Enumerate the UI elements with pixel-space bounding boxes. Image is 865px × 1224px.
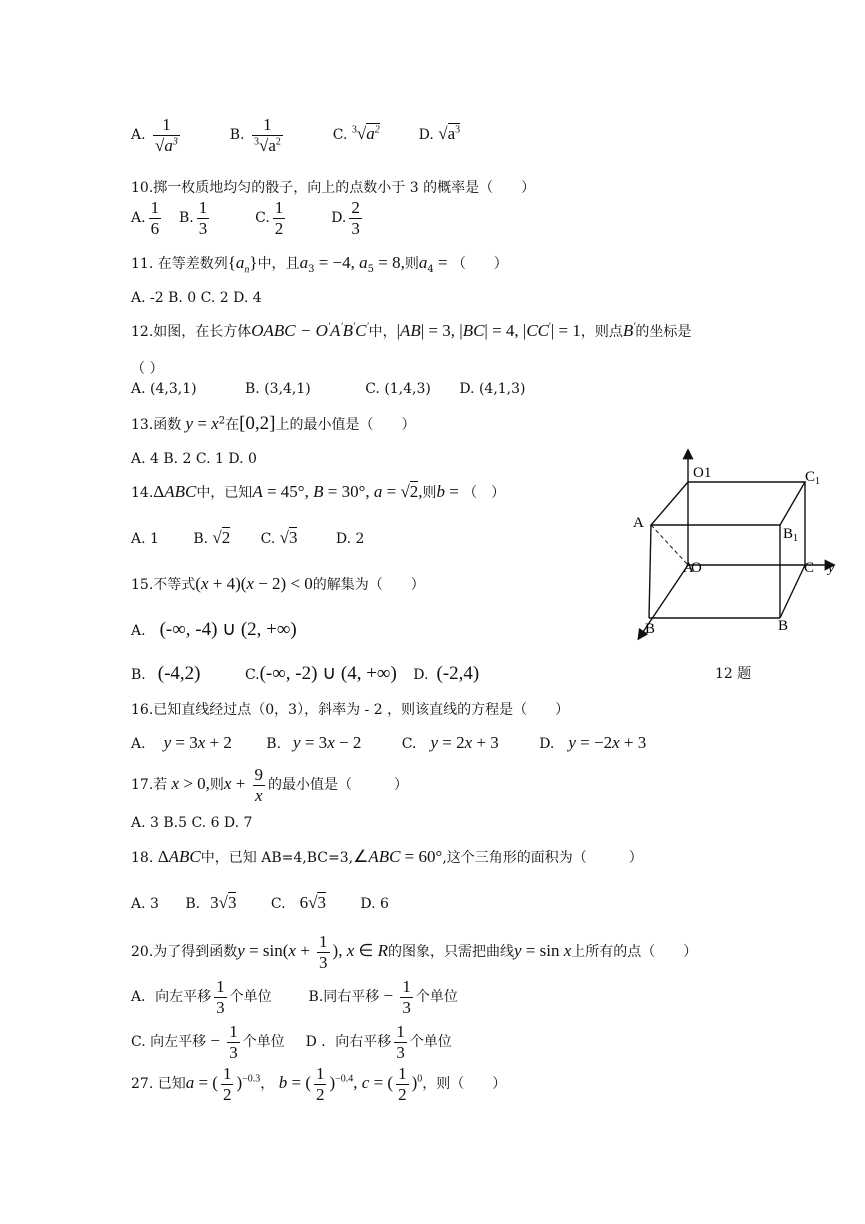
q13-stem: 13.函数 $y = x^2$在[0,2]上的最小值是（ ）	[131, 413, 416, 434]
q14-stem: 14.ΔABC中，已知A = 45°, B = 30°, a = √2,则b = （ ）	[131, 482, 506, 501]
label-ao: A	[683, 560, 694, 576]
q9-option-c-expr: $^3√a^2$	[351, 124, 380, 144]
q9-option-a-fraction: $\frac{1}{√a^3}$	[155, 115, 178, 155]
q10-options: A. $\frac{1}{6}$ B. $\frac{1}{3}$ C. $\frac{1}{2}$ D. $\frac{2}{3}$	[131, 198, 360, 238]
q15-options-bcd: B. (-4,2) C.(-∞, -2) ∪ (4, +∞) D. (-2,4)	[131, 663, 480, 684]
label-y: y	[828, 561, 835, 576]
q14-options: A. 1 B. √2 C. √3 D. 2	[131, 528, 365, 547]
q13-options: A. 4 B. 2 C. 1 D. 0	[131, 451, 257, 467]
label-o1: O1	[693, 465, 712, 481]
label-b1: $B_1$	[783, 526, 799, 544]
q15-stem: 15.不等式(x + 4)(x − 2) < 0的解集为（ ）	[131, 574, 425, 593]
figure-caption: 12 题	[715, 666, 752, 682]
vertical-a	[649, 525, 651, 618]
label-b-origin: B	[645, 621, 656, 637]
label-c1: $C_1$	[805, 469, 821, 487]
q9-option-d-label: D.	[418, 127, 434, 144]
q27-stem: 27. 已知a = ( $\frac{1}{2}$ )$^{-0.3}$， b = ( $\frac{1}{2}$ )$^{-0.4}$, c = ( $\frac{1}{2}$ )$^0$，则（ ）	[131, 1064, 507, 1104]
q20-stem: 20.为了得到函数y = sin(x + $\frac{1}{3}$ ), x ∈ R的图象，只需把曲线y = sin x上所有的点（ ）	[131, 932, 698, 972]
q9-option-b-fraction: $\frac{1}{^3√a^2}$	[253, 115, 281, 155]
q9-option-a-label: A.	[131, 127, 146, 144]
q9-option-d-expr: $√a^3$	[438, 124, 461, 144]
q17-options: A. 3 B.5 C. 6 D. 7	[131, 815, 253, 831]
q16-options: A. y = 3x + 2 B. y = 3x − 2 C. y = 2x + 3 D. y = −2x + 3	[131, 733, 647, 752]
label-b: B	[778, 618, 789, 634]
q12-paren: （ ）	[131, 361, 164, 377]
cuboid-figure	[625, 445, 855, 655]
q12-stem: 12.如图，在长方体OABC − O'A'B'C'中，|AB| = 3, |BC| = 4, |CC'| = 1，则点B'的坐标是	[131, 321, 692, 340]
bottom-edge-bc	[780, 565, 805, 618]
q9-options	[131, 115, 460, 155]
q9-option-c-label: C.	[332, 127, 348, 144]
q18-options: A. 3 B. 3√3 C. 6√3 D. 6	[131, 893, 389, 912]
q11-stem: 11. 在等差数列$\{a_n\}$中，且$a_3 = -4$, $a_5 = 8$,则$a_4$ = （ ）	[131, 253, 508, 276]
q15-option-a: A. (-∞, -4) ∪ (2, +∞)	[131, 619, 297, 640]
q18-stem: 18. ΔABC中，已知 AB=4,BC=3,∠ABC = 60°,这个三角形的面积为（ ）	[131, 847, 643, 866]
label-o: O	[691, 560, 702, 576]
q11-options: A. -2 B. 0 C. 2 D. 4	[131, 290, 262, 306]
q12-options: A. (4,3,1) B. (3,4,1) C. (1,4,3) D. (4,1,3)	[131, 381, 526, 397]
q16-stem: 16.已知直线经过点（0，3），斜率为 - 2 ，则该直线的方程是（ ）	[131, 702, 570, 718]
q10-stem: 10.掷一枚质地均匀的骰子，向上的点数小于 3 的概率是（ ）	[131, 180, 536, 196]
dashed-a-o	[651, 525, 688, 565]
q20-options-cd: C. 向左平移 − $\frac{1}{3}$ 个单位 D ．向右平移 $\frac{1}{3}$ 个单位	[131, 1022, 452, 1062]
q9-option-b-label: B.	[229, 127, 245, 144]
label-c: C	[804, 560, 815, 576]
top-face	[651, 482, 805, 525]
q17-stem: 17.若 x > 0,则x + $\frac{9}{x}$ 的最小值是（ ）	[131, 765, 409, 805]
q20-options-ab: A．向左平移 $\frac{1}{3}$ 个单位 B.同右平移 − $\frac{1}{3}$ 个单位	[131, 977, 458, 1017]
label-a: A	[633, 515, 644, 531]
